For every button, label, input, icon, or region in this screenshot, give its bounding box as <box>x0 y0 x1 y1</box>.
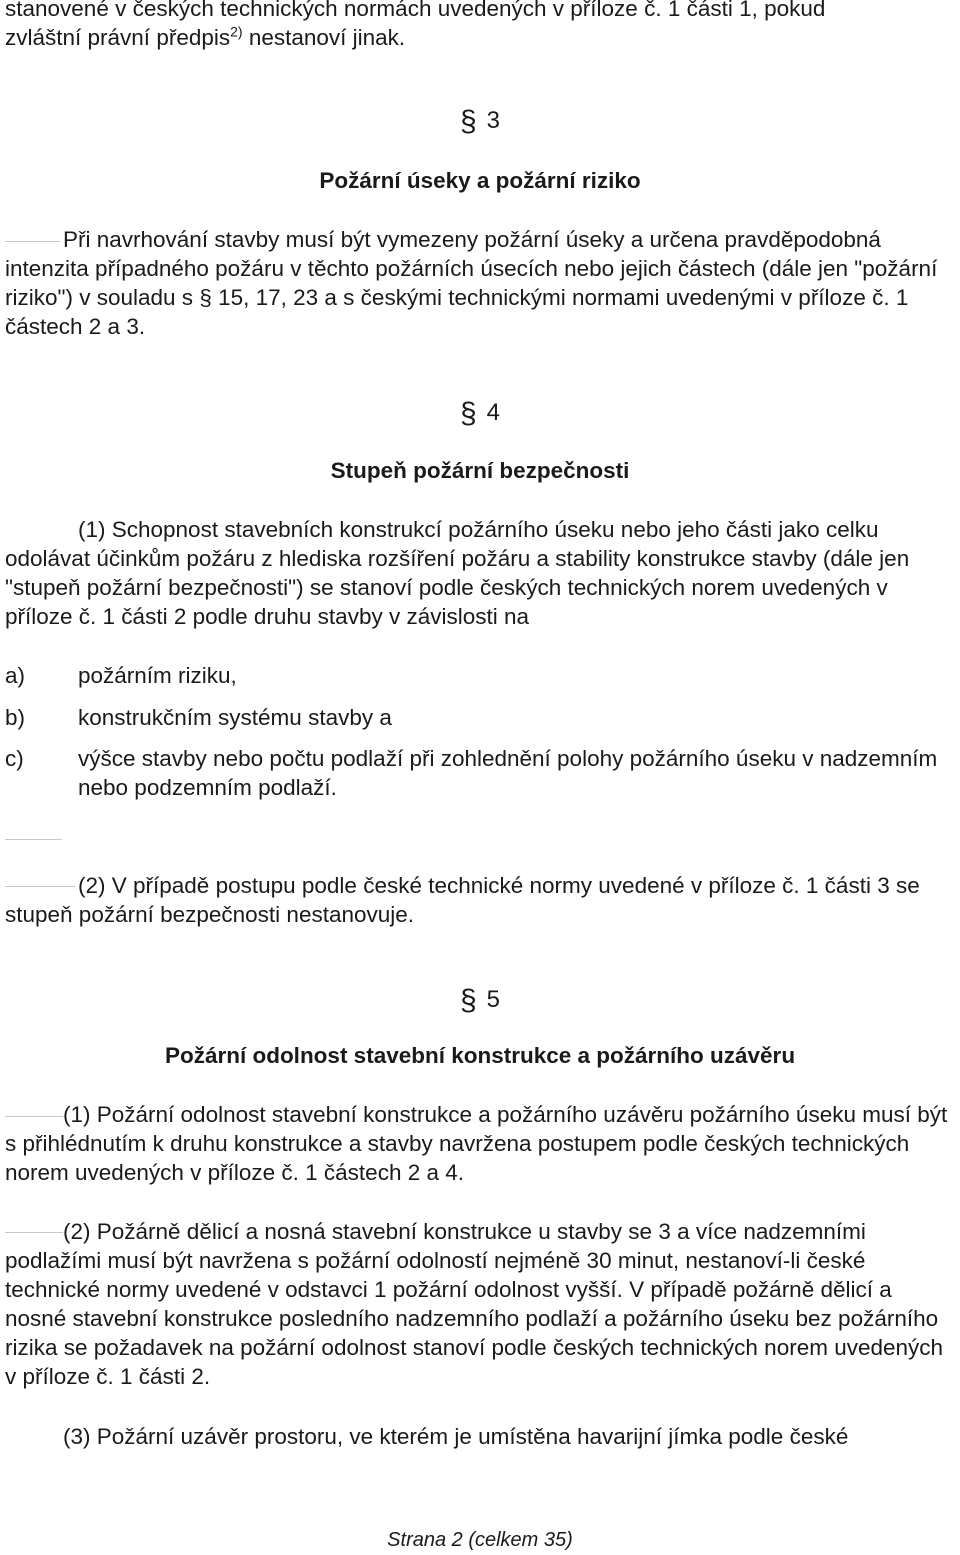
list-item-label: b) <box>5 705 26 730</box>
list-item-text: výšce stavby nebo počtu podlaží při zohlednění polohy požárního úseku v nadzemním nebo podzemním podlaží. <box>78 746 938 800</box>
list-item <box>5 703 957 732</box>
section-4-number: 4 <box>486 399 501 426</box>
list-item-label: a) <box>5 663 26 688</box>
section-3-title: Požární úseky a požární riziko <box>319 168 641 193</box>
indent-rule <box>5 839 62 840</box>
section-4-paragraph-2 <box>5 871 957 929</box>
section-3-heading <box>0 106 960 136</box>
intro-line-2-start: zvláštní právní předpis <box>5 25 231 50</box>
section-4-paragraph-1 <box>5 515 957 631</box>
intro-line-2-end: nestanoví jinak. <box>242 25 406 50</box>
section-5-heading <box>0 985 960 1015</box>
section-symbol: § <box>199 285 212 310</box>
list-item-text: konstrukčním systému stavby a <box>78 705 392 730</box>
section-4-title: Stupeň požární bezpečnosti <box>330 458 630 483</box>
footnote-ref[interactable]: 2) <box>230 23 243 40</box>
intro-paragraph <box>5 0 957 52</box>
section-5-paragraph-3 <box>5 1422 957 1451</box>
section-5-number: 5 <box>486 986 501 1013</box>
intro-line-1: stanovené v českých technických normách uvedených v příloze č. 1 části 1, pokud <box>5 0 826 21</box>
section-4-paragraph-1-text: (1) Schopnost stavebních konstrukcí požárního úseku nebo jeho části jako celku odolávat účinkům požáru z hlediska rozšíření požáru a stability konstrukce stavby (dále jen "stupeň požární bezpečnosti") se stanoví podle českých technických norem uvedených v příloze č. 1 části 2 podle druhu stavby v závislosti na <box>5 517 910 629</box>
list-item <box>5 744 957 802</box>
section-3-text-start: Při navrhování stavby musí být vymezeny požární úseky a určena pravděpodobná intenzita případného požáru v těchto požárních úsecích nebo jejich částech (dále jen "požární riziko") v souladu s <box>5 227 938 310</box>
section-4-heading <box>0 398 960 428</box>
page-footer: Strana 2 (celkem 35) <box>387 1529 573 1551</box>
section-5-title: Požární odolnost stavební konstrukce a požárního uzávěru <box>164 1043 796 1068</box>
section-symbol: § <box>459 984 477 1017</box>
section-symbol: § <box>459 105 477 138</box>
section-5-paragraph-2-text: (2) Požárně dělicí a nosná stavební konstrukce u stavby se 3 a více nadzemními podlažími musí být navržena s požární odolností nejméně 30 minut, nestanoví-li české technické normy uvedené v odstavci 1 požární odolnost vyšší. V případě požárně dělicí a nosné stavební konstrukce posledního nadzemního podlaží a požárního úseku bez požárního rizika se požadavek na požární odolnost stanoví podle českých technických norem uvedených v příloze č. 1 části 2. <box>5 1219 944 1389</box>
section-4-paragraph-2-text: (2) V případě postupu podle české technické normy uvedené v příloze č. 1 části 3 se stupeň požární bezpečnosti nestanovuje. <box>5 873 920 927</box>
section-5-paragraph-3-text: (3) Požární uzávěr prostoru, ve kterém je umístěna havarijní jímka podle české <box>63 1424 849 1449</box>
list-item-text: požárním riziku, <box>78 663 237 688</box>
section-3-number: 3 <box>486 107 501 134</box>
section-3-paragraph <box>5 225 957 341</box>
section-5-paragraph-1-text: (1) Požární odolnost stavební konstrukce a požárního uzávěru požárního úseku musí být s přihlédnutím k druhu konstrukce a stavby navržena postupem podle českých technických norem uvedených v příloze č. 1 částech 2 a 4. <box>5 1102 948 1185</box>
section-symbol: § <box>459 397 477 430</box>
list-item-label: c) <box>5 746 24 771</box>
section-5-paragraph-1 <box>5 1100 957 1187</box>
section-5-paragraph-2 <box>5 1217 957 1391</box>
list-item <box>5 661 957 690</box>
section-3-text-end: 15, 17, 23 a s českými technickými normami uvedenými v příloze č. 1 částech 2 a 3. <box>5 285 909 339</box>
